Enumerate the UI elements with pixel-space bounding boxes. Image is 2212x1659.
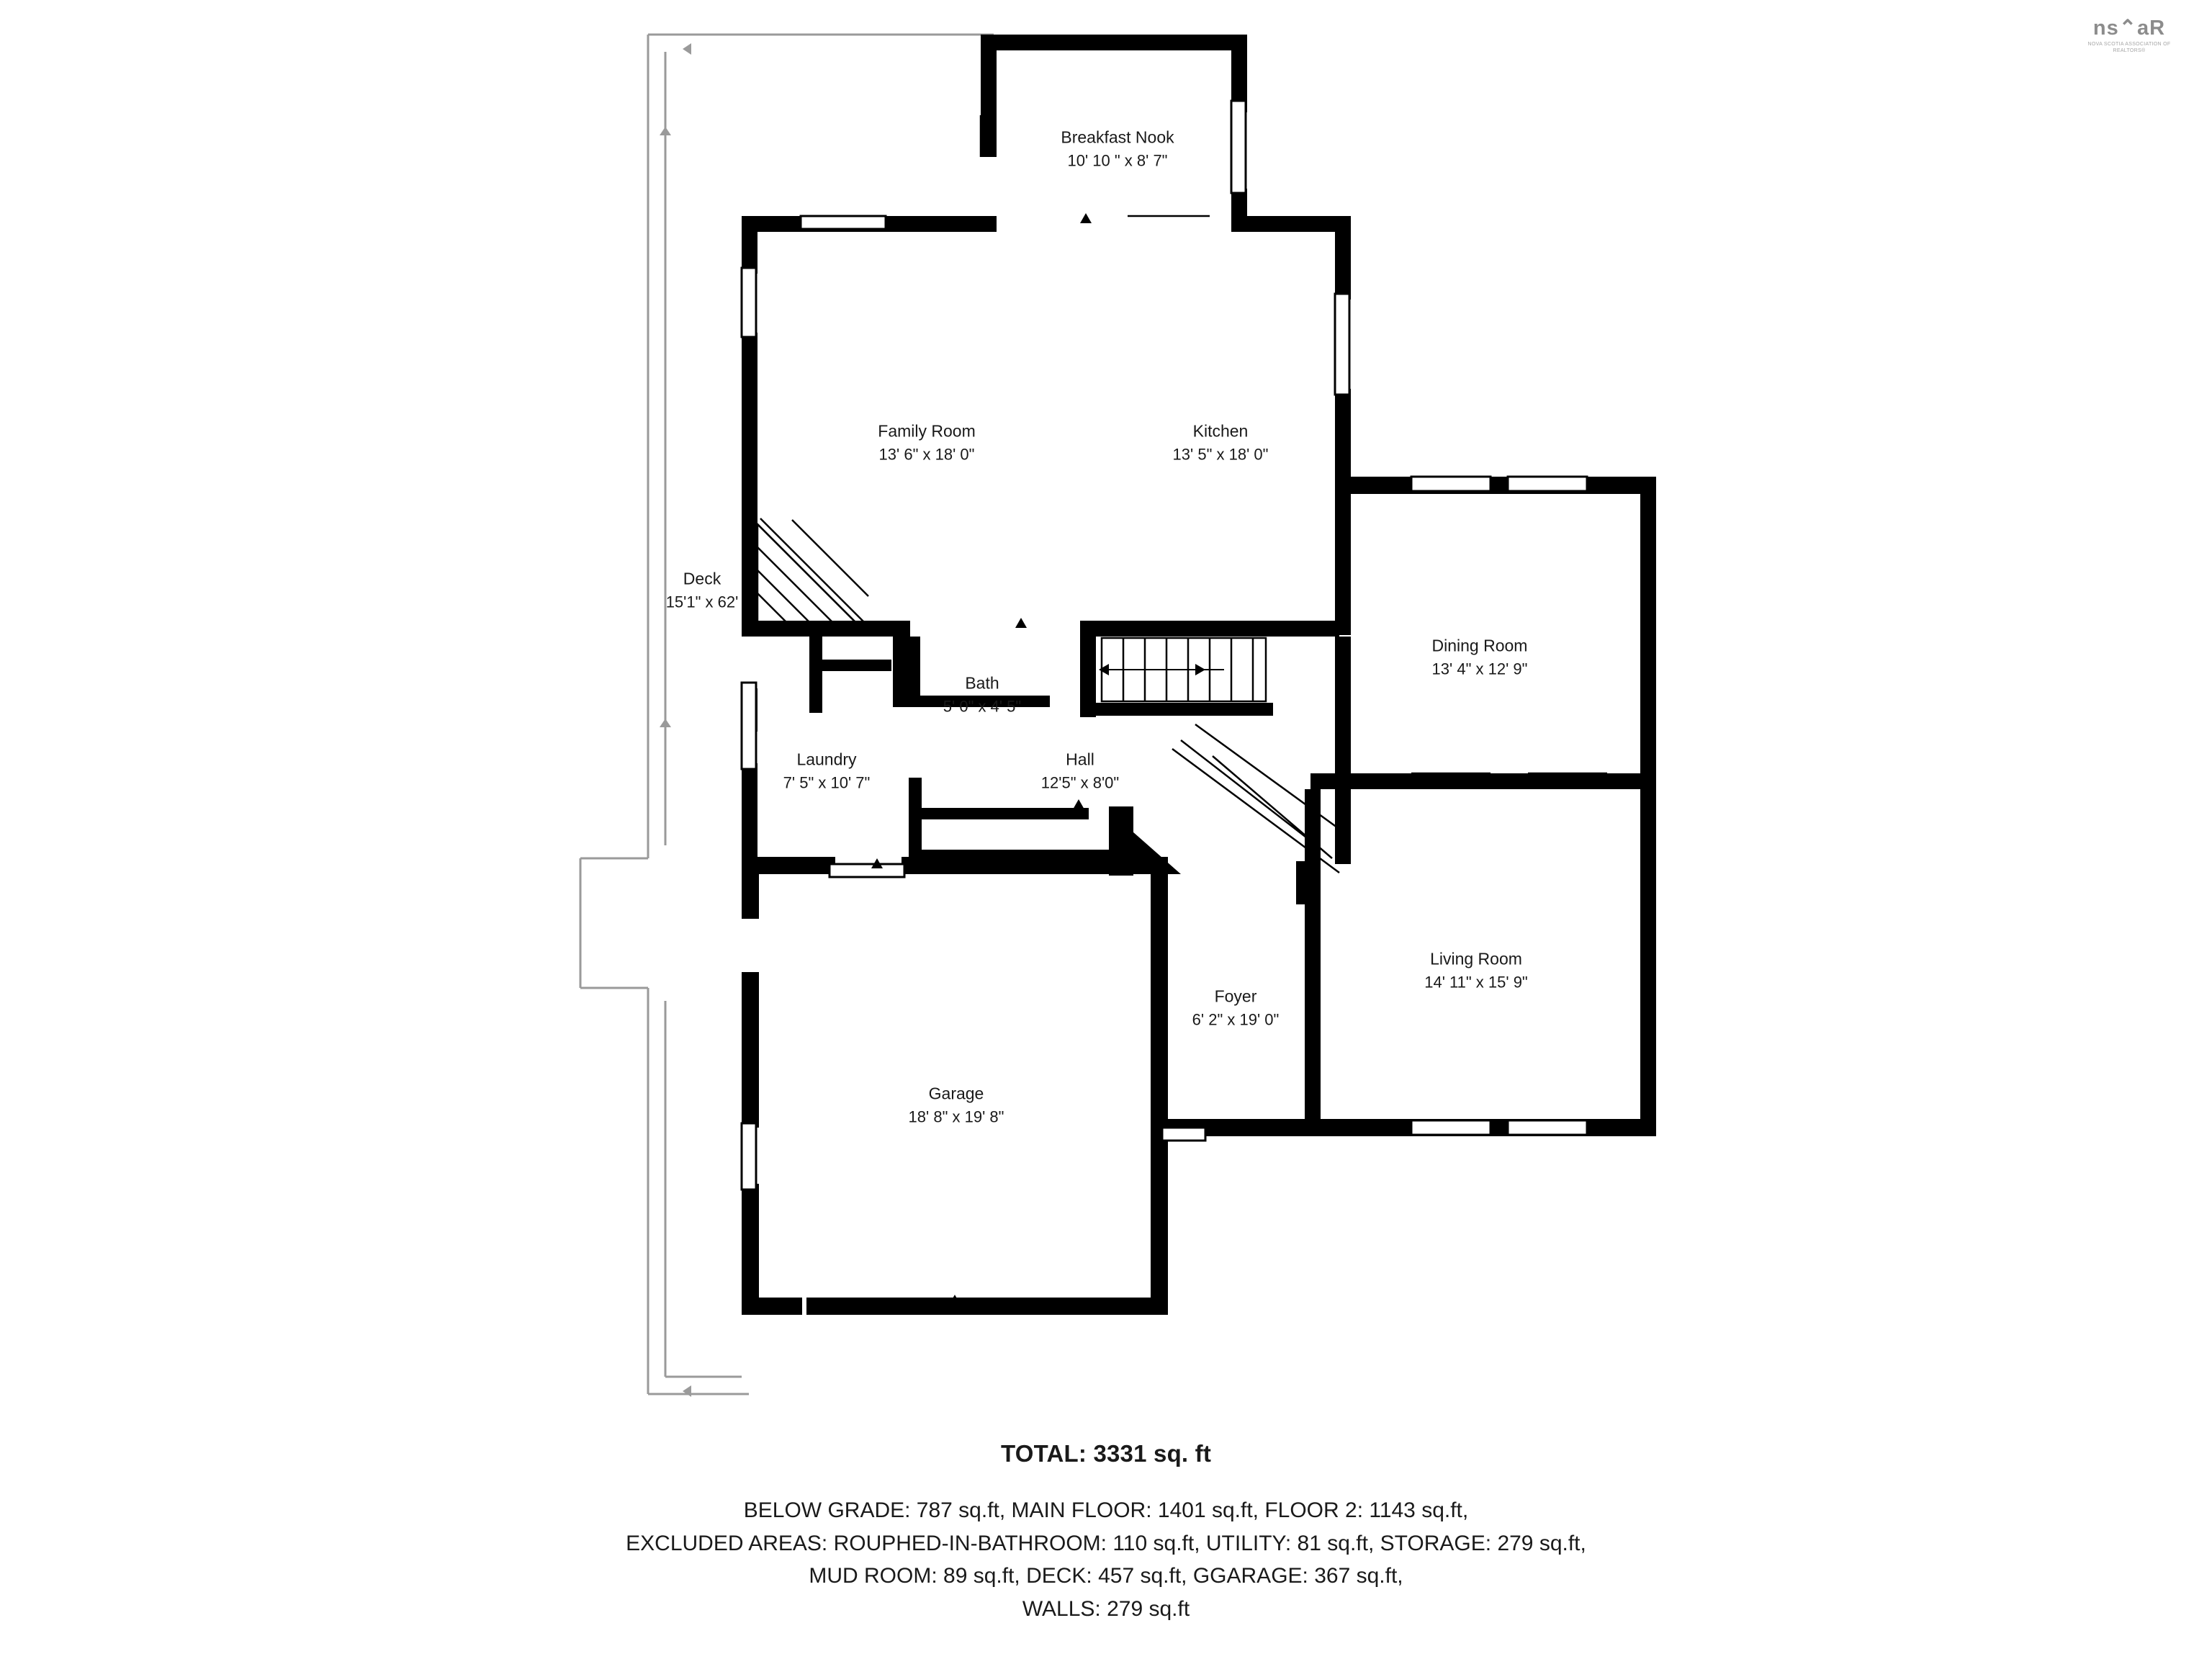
- room-name: Hall: [1066, 750, 1094, 769]
- room-name: Foyer: [1214, 986, 1257, 1006]
- room-dimensions: 10' 10 " x 8' 7": [1067, 151, 1168, 170]
- room-dimensions: 18' 8" x 19' 8": [908, 1107, 1004, 1126]
- room-dimensions: 13' 4" x 12' 9": [1431, 660, 1528, 678]
- room-name: Laundry: [796, 750, 857, 769]
- room-label-family-room: [878, 419, 975, 466]
- room-label-bath: [943, 671, 1021, 718]
- room-name: Family Room: [878, 421, 976, 441]
- area-breakdown-line-4: WALLS: 279 sq.ft: [1022, 1596, 1190, 1621]
- room-label-deck: [666, 567, 739, 613]
- room-label-hall: [1041, 747, 1119, 794]
- room-dimensions: 7' 5" x 10' 7": [783, 773, 871, 792]
- area-breakdown-line-2: EXCLUDED AREAS: ROUPHED-IN-BATHROOM: 110 sq.ft, UTILITY: 81 sq.ft, STORAGE: 279 sq.ft,: [626, 1531, 1586, 1555]
- room-label-laundry: [783, 747, 871, 794]
- room-name: Dining Room: [1431, 636, 1528, 655]
- area-breakdown-line-3: MUD ROOM: 89 sq.ft, DECK: 457 sq.ft, GGARAGE: 367 sq.ft,: [809, 1564, 1403, 1588]
- room-name: Garage: [928, 1084, 984, 1103]
- room-label-living-room: [1424, 947, 1527, 994]
- room-dimensions: 14' 11" x 15' 9": [1424, 973, 1528, 992]
- room-label-dining-room: [1432, 634, 1528, 680]
- area-breakdown-line-1: BELOW GRADE: 787 sq.ft, MAIN FLOOR: 1401 sq.ft, FLOOR 2: 1143 sq.ft,: [743, 1498, 1469, 1522]
- total-area-text: TOTAL: 3331 sq. ft: [1000, 1440, 1212, 1467]
- nsar-logo: [2075, 17, 2183, 66]
- room-name: Breakfast Nook: [1061, 127, 1174, 147]
- room-dimensions: 6' 2" x 19' 0": [1192, 1010, 1280, 1029]
- room-dimensions: 13' 6" x 18' 0": [878, 445, 975, 464]
- room-name: Deck: [683, 569, 721, 588]
- room-dimensions: 13' 5" x 18' 0": [1172, 445, 1269, 464]
- logo-wordmark: ns⌃aR: [2092, 17, 2166, 40]
- room-label-foyer: [1192, 984, 1280, 1031]
- room-name: Kitchen: [1192, 421, 1249, 441]
- area-breakdown: [0, 1494, 2212, 1625]
- room-dimensions: 12'5" x 8'0": [1040, 773, 1120, 792]
- room-dimensions: 5' 0" x 4' 5": [943, 697, 1022, 716]
- room-name: Bath: [965, 673, 999, 693]
- room-label-breakfast-nook: [1061, 125, 1174, 172]
- room-label-kitchen: [1173, 419, 1269, 466]
- room-name: Living Room: [1430, 949, 1522, 968]
- logo-subtitle: NOVA SCOTIA ASSOCIATION OF REALTORS®: [2087, 41, 2171, 53]
- room-dimensions: 15'1" x 62': [665, 593, 739, 611]
- room-label-garage: [909, 1082, 1004, 1128]
